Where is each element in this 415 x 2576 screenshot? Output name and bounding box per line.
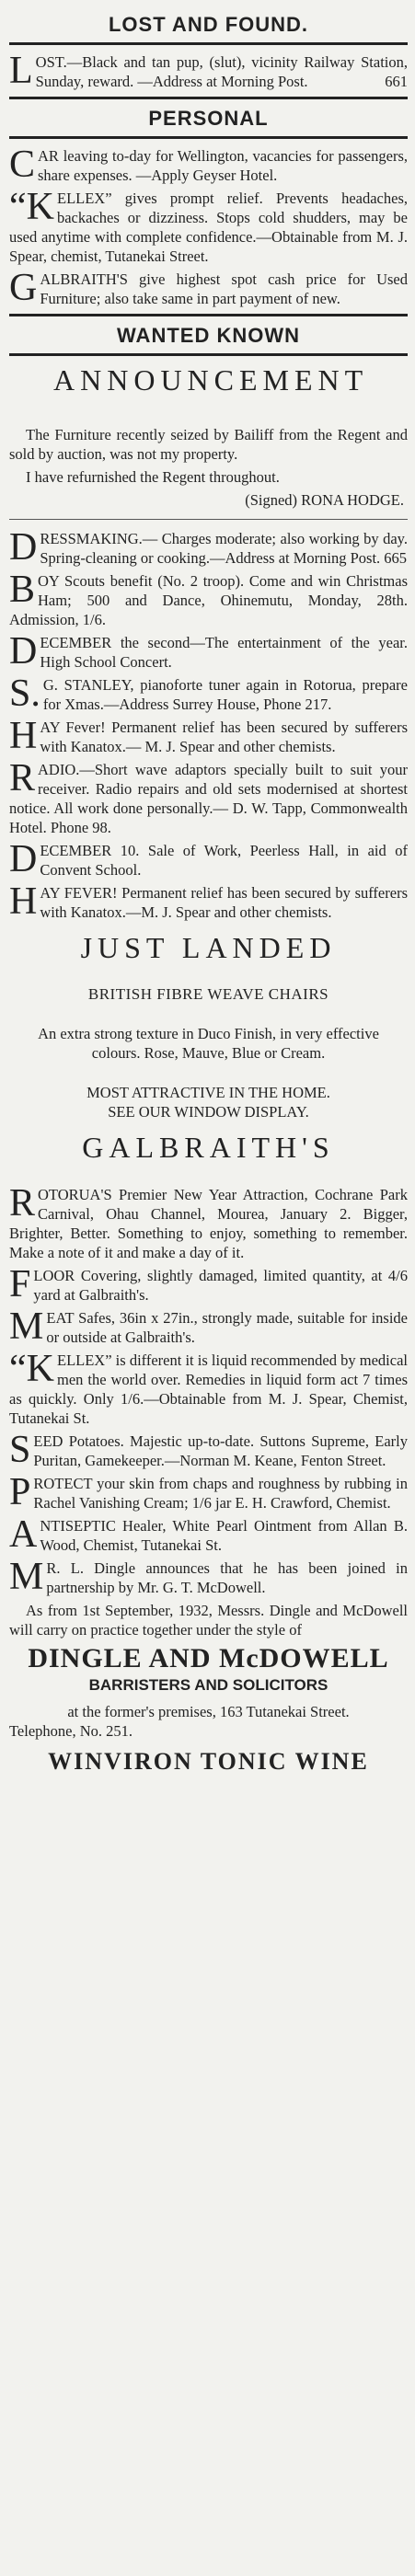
drop-cap: D <box>9 526 38 569</box>
drop-cap: P <box>9 1471 31 1513</box>
classified-ad <box>9 146 408 185</box>
classified-ad <box>9 838 408 880</box>
drop-cap: S <box>9 1429 31 1471</box>
more-ads-list <box>9 1182 408 1598</box>
drop-cap: H <box>9 715 38 757</box>
drop-cap: “K <box>9 1348 54 1390</box>
classified-ad <box>9 880 408 923</box>
drop-cap: D <box>9 630 38 673</box>
ad-text: NTISEPTIC Healer, White Pearl Ointment from Allan B. Wood, Chemist, Tutanekai St. <box>40 1517 408 1554</box>
ad-text: ELLEX” is different it is liquid recommended by medical men the world over. Remedies in liquid form act 7 times as quickly. Only 1/6.—Obtainable from M. J. Spear, Chemist, Tutanekai St. <box>9 1351 408 1427</box>
ad-text: R. L. Dingle announces that he has been joined in partnership by Mr. G. T. McDowell. <box>46 1559 408 1596</box>
classified-ad <box>9 1305 408 1348</box>
ad-text: RESSMAKING.— Charges moderate; also working by day. Spring-cleaning or cooking.—Address at Morning Post. 665 <box>40 530 408 567</box>
drop-cap: G <box>9 267 38 309</box>
personal-ads-list <box>9 146 408 308</box>
firm-phone: Telephone, No. 251. <box>9 1722 133 1740</box>
classified-ad <box>9 267 408 309</box>
drop-cap: R <box>9 757 36 799</box>
classified-ad <box>9 630 408 673</box>
drop-cap: C <box>9 144 36 186</box>
drop-cap: L <box>9 50 33 92</box>
drop-cap: “K <box>9 186 54 228</box>
just-landed-description: An extra strong texture in Duco Finish, in very effective colours. Rose, Mauve, Blue or Cream. <box>38 1025 379 1062</box>
just-landed-slogan: MOST ATTRACTIVE IN THE HOME. <box>86 1084 330 1101</box>
ad-text: ADIO.—Short wave adaptors specially built to suit your receiver. Radio repairs and old sets modernised at shortest notice. All work done personally.— D. W. Tapp, Commonwealth Hotel. Phone 98. <box>9 761 408 836</box>
divider <box>9 314 408 316</box>
divider <box>9 136 408 139</box>
just-landed-title: JUST LANDED <box>80 931 337 964</box>
firm-role: BARRISTERS AND SOLICITORS <box>88 1676 329 1694</box>
ad-number: 661 <box>385 73 408 90</box>
classified-ad <box>9 1182 408 1262</box>
classified-ad <box>9 715 408 757</box>
drop-cap: H <box>9 880 38 923</box>
ad-text: LOOR Covering, slightly damaged, limited quantity, at 4/6 yard at Galbraith's. <box>33 1267 408 1304</box>
ad-text: OY Scouts benefit (No. 2 troop). Come and win Christmas Ham; 500 and Dance, Ohinemutu, Monday, 28th. Admission, 1/6. <box>9 572 408 628</box>
firm-name: DINGLE AND McDOWELL <box>28 1643 389 1673</box>
divider <box>9 519 408 520</box>
section-heading-wanted-known: WANTED KNOWN <box>117 324 300 347</box>
galbraiths-brand: GALBRAITH'S <box>82 1131 335 1164</box>
classified-ad <box>9 757 408 837</box>
drop-cap: B <box>9 569 36 611</box>
ad-text: ECEMBER the second—The entertainment of the year. High School Concert. <box>40 634 408 671</box>
drop-cap: D <box>9 838 38 880</box>
drop-cap: M <box>9 1556 44 1598</box>
ad-text: OST.—Black and tan pup, (slut), vicinity Railway Station, Sunday, reward. —Address at Morning Post. <box>35 53 408 90</box>
winviron-advert: WINVIRON TONIC WINE <box>48 1748 369 1775</box>
ad-text: ALBRAITH'S give highest spot cash price for Used Furniture; also take same in part payment of new. <box>40 270 408 307</box>
drop-cap: F <box>9 1263 31 1305</box>
section-heading-personal: PERSONAL <box>148 107 269 130</box>
classified-ad <box>9 1348 408 1428</box>
divider <box>9 42 408 45</box>
just-landed-slogan: SEE OUR WINDOW DISPLAY. <box>108 1103 309 1121</box>
ad-text: EED Potatoes. Majestic up-to-date. Suttons Supreme, Early Puritan, Gamekeeper.—Norman M. Keane, Fenton Street. <box>33 1432 408 1469</box>
drop-cap: A <box>9 1513 38 1556</box>
ad-text: ROTECT your skin from chaps and roughness by rubbing in Rachel Vanishing Cream; 1/6 jar E. H. Crawford, Chemist. <box>33 1475 408 1512</box>
ad-text: AY Fever! Permanent relief has been secured by sufferers with Kanatox.— M. J. Spear and other chemists. <box>40 719 408 755</box>
classified-ad-lost <box>9 52 408 91</box>
classified-ad <box>9 1263 408 1305</box>
classified-ad <box>9 526 408 569</box>
ad-text: EAT Safes, 36in x 27in., strongly made, suitable for inside or outside at Galbraith's. <box>46 1309 408 1346</box>
classified-ad <box>9 1558 408 1597</box>
ad-text: ELLEX” gives prompt relief. Prevents headaches, backaches or dizziness. Stops cold shudders, may be used anytime with complete confidence.—Obtainable from M. J. Spear, chemist, Tutanekai Street. <box>9 190 408 265</box>
ad-text: ECEMBER 10. Sale of Work, Peerless Hall, in aid of Convent School. <box>40 842 408 879</box>
divider <box>9 97 408 99</box>
divider <box>9 353 408 356</box>
classified-ad <box>9 571 408 629</box>
firm-address: at the former's premises, 163 Tutanekai Street. <box>67 1703 350 1720</box>
just-landed-item: BRITISH FIBRE WEAVE CHAIRS <box>87 985 329 1003</box>
ad-text: AR leaving to-day for Wellington, vacancies for passengers, share expenses. —Apply Geyser Hotel. <box>38 147 408 184</box>
partnership-text: As from 1st September, 1932, Messrs. Dingle and McDowell will carry on practice together under the style of <box>9 1602 408 1639</box>
drop-cap: R <box>9 1182 36 1225</box>
announcement-text: The Furniture recently seized by Bailiff from the Regent and sold by auction, was not my property. <box>9 426 408 463</box>
section-heading-lost-found: LOST AND FOUND. <box>108 13 309 36</box>
classified-ad <box>9 675 408 714</box>
announcement-signature: (Signed) RONA HODGE. <box>245 491 404 509</box>
classified-ad <box>9 1471 408 1513</box>
classified-ad <box>9 1513 408 1556</box>
announcement-text: I have refurnished the Regent throughout. <box>26 468 280 486</box>
ad-text: AY FEVER! Permanent relief has been secured by sufferers with Kanatox.—M. J. Spear and other chemists. <box>40 884 408 921</box>
announcement-title: ANNOUNCEMENT <box>53 363 369 397</box>
drop-cap: S. <box>9 673 40 715</box>
ad-text: OTORUA'S Premier New Year Attraction, Cochrane Park Carnival, Ohau Channel, Mourea, January 2. Bigger, Brighter, Better. Something to enjoy, something to remember. Make a note of it and make a day of it. <box>9 1186 408 1261</box>
wanted-ads-list <box>9 526 408 923</box>
classified-ad <box>9 1429 408 1471</box>
drop-cap: M <box>9 1305 44 1348</box>
ad-text: G. STANLEY, pianoforte tuner again in Rotorua, prepare for Xmas.—Address Surrey House, Phone 217. <box>42 676 408 713</box>
classified-ad <box>9 186 408 266</box>
